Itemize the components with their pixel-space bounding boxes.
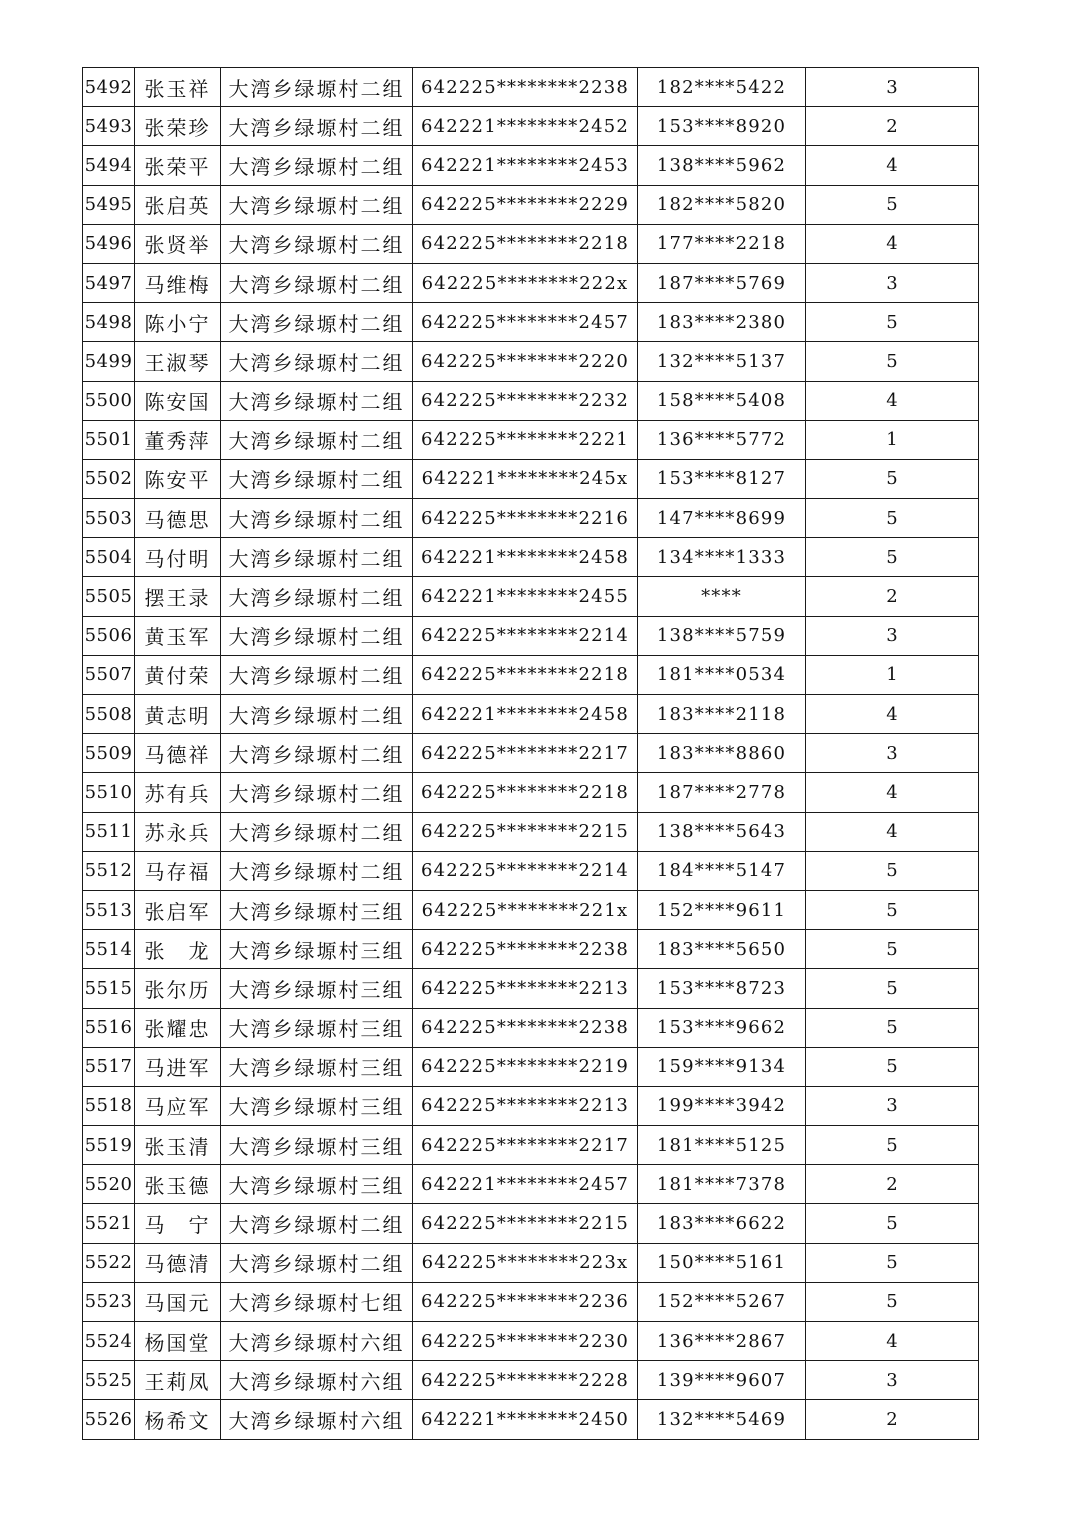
- table-row: [83, 185, 979, 224]
- phone-number-cell: 152****5267: [638, 1282, 806, 1321]
- phone-number-cell: 182****5820: [638, 185, 806, 224]
- household-count-cell: 4: [806, 1322, 979, 1361]
- address-cell: 大湾乡绿塬村三组: [221, 890, 413, 929]
- table-row: [83, 969, 979, 1008]
- row-number-cell: 5517: [83, 1047, 135, 1086]
- row-number-cell: 5522: [83, 1243, 135, 1282]
- household-count-cell: 3: [806, 616, 979, 655]
- household-count-cell: 5: [806, 851, 979, 890]
- phone-number-cell: 153****8127: [638, 459, 806, 498]
- phone-number-cell: 183****2380: [638, 303, 806, 342]
- id-number-cell: 642225********2238: [413, 68, 638, 107]
- id-number-cell: 642221********2450: [413, 1400, 638, 1439]
- row-number-cell: 5492: [83, 68, 135, 107]
- row-number-cell: 5498: [83, 303, 135, 342]
- table-row: [83, 773, 979, 812]
- person-name-cell: 张耀忠: [135, 1008, 221, 1047]
- person-name-cell: 杨希文: [135, 1400, 221, 1439]
- person-name-cell: 马德祥: [135, 734, 221, 773]
- id-number-cell: 642225********2220: [413, 342, 638, 381]
- person-name-cell: 马德思: [135, 499, 221, 538]
- id-number-cell: 642225********2217: [413, 1126, 638, 1165]
- address-cell: 大湾乡绿塬村二组: [221, 146, 413, 185]
- id-number-cell: 642225********2216: [413, 499, 638, 538]
- row-number-cell: 5507: [83, 655, 135, 694]
- address-cell: 大湾乡绿塬村二组: [221, 381, 413, 420]
- table-row: [83, 1243, 979, 1282]
- address-cell: 大湾乡绿塬村二组: [221, 459, 413, 498]
- person-name-cell: 陈安平: [135, 459, 221, 498]
- id-number-cell: 642225********2214: [413, 616, 638, 655]
- id-number-cell: 642225********2218: [413, 655, 638, 694]
- person-name-cell: 张启军: [135, 890, 221, 929]
- address-cell: 大湾乡绿塬村三组: [221, 969, 413, 1008]
- table-row: [83, 695, 979, 734]
- address-cell: 大湾乡绿塬村二组: [221, 263, 413, 302]
- person-name-cell: 王淑琴: [135, 342, 221, 381]
- household-count-cell: 5: [806, 1243, 979, 1282]
- person-name-cell: 马德清: [135, 1243, 221, 1282]
- address-cell: 大湾乡绿塬村二组: [221, 538, 413, 577]
- row-number-cell: 5524: [83, 1322, 135, 1361]
- row-number-cell: 5519: [83, 1126, 135, 1165]
- id-number-cell: 642225********2214: [413, 851, 638, 890]
- person-name-cell: 马付明: [135, 538, 221, 577]
- person-name-cell: 马国元: [135, 1282, 221, 1321]
- person-name-cell: 张 龙: [135, 930, 221, 969]
- id-number-cell: 642225********2215: [413, 1204, 638, 1243]
- phone-number-cell: 138****5759: [638, 616, 806, 655]
- row-number-cell: 5495: [83, 185, 135, 224]
- household-count-cell: 5: [806, 459, 979, 498]
- household-count-cell: 2: [806, 577, 979, 616]
- household-count-cell: 2: [806, 1165, 979, 1204]
- row-number-cell: 5494: [83, 146, 135, 185]
- person-name-cell: 马维梅: [135, 263, 221, 302]
- address-cell: 大湾乡绿塬村二组: [221, 851, 413, 890]
- row-number-cell: 5502: [83, 459, 135, 498]
- household-count-cell: 3: [806, 263, 979, 302]
- phone-number-cell: 183****6622: [638, 1204, 806, 1243]
- id-number-cell: 642225********2219: [413, 1047, 638, 1086]
- row-number-cell: 5510: [83, 773, 135, 812]
- row-number-cell: 5516: [83, 1008, 135, 1047]
- household-count-cell: 5: [806, 969, 979, 1008]
- phone-number-cell: 138****5962: [638, 146, 806, 185]
- phone-number-cell: 132****5469: [638, 1400, 806, 1439]
- phone-number-cell: 134****1333: [638, 538, 806, 577]
- phone-number-cell: 159****9134: [638, 1047, 806, 1086]
- household-count-cell: 4: [806, 146, 979, 185]
- table-row: [83, 381, 979, 420]
- table-row: [83, 1126, 979, 1165]
- id-number-cell: 642225********2213: [413, 969, 638, 1008]
- table-row: [83, 616, 979, 655]
- row-number-cell: 5525: [83, 1361, 135, 1400]
- phone-number-cell: 187****2778: [638, 773, 806, 812]
- household-count-cell: 5: [806, 1126, 979, 1165]
- row-number-cell: 5520: [83, 1165, 135, 1204]
- address-cell: 大湾乡绿塬村三组: [221, 1047, 413, 1086]
- table-row: [83, 303, 979, 342]
- person-name-cell: 黄付荣: [135, 655, 221, 694]
- household-count-cell: 1: [806, 655, 979, 694]
- address-cell: 大湾乡绿塬村二组: [221, 107, 413, 146]
- row-number-cell: 5518: [83, 1086, 135, 1125]
- phone-number-cell: 181****0534: [638, 655, 806, 694]
- id-number-cell: 642225********2230: [413, 1322, 638, 1361]
- household-count-cell: 5: [806, 303, 979, 342]
- person-name-cell: 陈安国: [135, 381, 221, 420]
- phone-number-cell: 184****5147: [638, 851, 806, 890]
- household-count-cell: 5: [806, 342, 979, 381]
- id-number-cell: 642221********2453: [413, 146, 638, 185]
- id-number-cell: 642225********2228: [413, 1361, 638, 1400]
- row-number-cell: 5504: [83, 538, 135, 577]
- table-row: [83, 538, 979, 577]
- household-count-cell: 5: [806, 1282, 979, 1321]
- row-number-cell: 5499: [83, 342, 135, 381]
- household-count-cell: 2: [806, 107, 979, 146]
- household-count-cell: 4: [806, 381, 979, 420]
- row-number-cell: 5496: [83, 224, 135, 263]
- person-name-cell: 苏永兵: [135, 812, 221, 851]
- address-cell: 大湾乡绿塬村二组: [221, 655, 413, 694]
- phone-number-cell: 147****8699: [638, 499, 806, 538]
- address-cell: 大湾乡绿塬村三组: [221, 1126, 413, 1165]
- table-row: [83, 1361, 979, 1400]
- id-number-cell: 642225********2238: [413, 1008, 638, 1047]
- row-number-cell: 5526: [83, 1400, 135, 1439]
- table-row: [83, 812, 979, 851]
- id-number-cell: 642225********223x: [413, 1243, 638, 1282]
- phone-number-cell: 150****5161: [638, 1243, 806, 1282]
- address-cell: 大湾乡绿塬村二组: [221, 420, 413, 459]
- household-count-cell: 5: [806, 499, 979, 538]
- household-count-cell: 4: [806, 773, 979, 812]
- address-cell: 大湾乡绿塬村二组: [221, 303, 413, 342]
- row-number-cell: 5505: [83, 577, 135, 616]
- phone-number-cell: 181****5125: [638, 1126, 806, 1165]
- phone-number-cell: 158****5408: [638, 381, 806, 420]
- address-cell: 大湾乡绿塬村六组: [221, 1361, 413, 1400]
- row-number-cell: 5515: [83, 969, 135, 1008]
- table-row: [83, 655, 979, 694]
- row-number-cell: 5508: [83, 695, 135, 734]
- table-row: [83, 1400, 979, 1439]
- row-number-cell: 5521: [83, 1204, 135, 1243]
- household-count-cell: 3: [806, 1361, 979, 1400]
- address-cell: 大湾乡绿塬村二组: [221, 224, 413, 263]
- table-row: [83, 107, 979, 146]
- person-name-cell: 苏有兵: [135, 773, 221, 812]
- household-count-cell: 3: [806, 734, 979, 773]
- table-row: [83, 734, 979, 773]
- table-row: [83, 420, 979, 459]
- household-count-cell: 2: [806, 1400, 979, 1439]
- person-name-cell: 陈小宁: [135, 303, 221, 342]
- household-count-cell: 4: [806, 224, 979, 263]
- id-number-cell: 642221********245x: [413, 459, 638, 498]
- id-number-cell: 642225********2218: [413, 773, 638, 812]
- address-cell: 大湾乡绿塬村二组: [221, 1204, 413, 1243]
- id-number-cell: 642221********2458: [413, 538, 638, 577]
- person-name-cell: 张玉祥: [135, 68, 221, 107]
- address-cell: 大湾乡绿塬村三组: [221, 1086, 413, 1125]
- address-cell: 大湾乡绿塬村三组: [221, 1008, 413, 1047]
- address-cell: 大湾乡绿塬村二组: [221, 773, 413, 812]
- row-number-cell: 5493: [83, 107, 135, 146]
- phone-number-cell: ****: [638, 577, 806, 616]
- phone-number-cell: 153****8723: [638, 969, 806, 1008]
- table-row: [83, 1282, 979, 1321]
- phone-number-cell: 187****5769: [638, 263, 806, 302]
- household-count-cell: 5: [806, 930, 979, 969]
- id-number-cell: 642225********2221: [413, 420, 638, 459]
- table-row: [83, 1204, 979, 1243]
- person-name-cell: 黄玉军: [135, 616, 221, 655]
- table-row: [83, 577, 979, 616]
- table-row: [83, 1322, 979, 1361]
- row-number-cell: 5512: [83, 851, 135, 890]
- id-number-cell: 642225********2215: [413, 812, 638, 851]
- person-name-cell: 马进军: [135, 1047, 221, 1086]
- id-number-cell: 642221********2457: [413, 1165, 638, 1204]
- row-number-cell: 5500: [83, 381, 135, 420]
- person-name-cell: 黄志明: [135, 695, 221, 734]
- records-table-body: [83, 68, 979, 1440]
- phone-number-cell: 153****9662: [638, 1008, 806, 1047]
- address-cell: 大湾乡绿塬村二组: [221, 577, 413, 616]
- phone-number-cell: 183****5650: [638, 930, 806, 969]
- household-count-cell: 5: [806, 1008, 979, 1047]
- address-cell: 大湾乡绿塬村三组: [221, 1165, 413, 1204]
- household-count-cell: 1: [806, 420, 979, 459]
- table-row: [83, 263, 979, 302]
- person-name-cell: 张贤举: [135, 224, 221, 263]
- id-number-cell: 642221********2458: [413, 695, 638, 734]
- id-number-cell: 642225********2457: [413, 303, 638, 342]
- row-number-cell: 5511: [83, 812, 135, 851]
- table-row: [83, 146, 979, 185]
- row-number-cell: 5506: [83, 616, 135, 655]
- address-cell: 大湾乡绿塬村二组: [221, 616, 413, 655]
- address-cell: 大湾乡绿塬村二组: [221, 1243, 413, 1282]
- id-number-cell: 642221********2452: [413, 107, 638, 146]
- id-number-cell: 642225********2232: [413, 381, 638, 420]
- table-row: [83, 499, 979, 538]
- table-row: [83, 1008, 979, 1047]
- person-name-cell: 张启英: [135, 185, 221, 224]
- address-cell: 大湾乡绿塬村六组: [221, 1322, 413, 1361]
- household-count-cell: 4: [806, 812, 979, 851]
- address-cell: 大湾乡绿塬村二组: [221, 734, 413, 773]
- person-name-cell: 杨国堂: [135, 1322, 221, 1361]
- household-count-cell: 5: [806, 890, 979, 929]
- person-name-cell: 张尔历: [135, 969, 221, 1008]
- id-number-cell: 642221********2455: [413, 577, 638, 616]
- id-number-cell: 642225********2236: [413, 1282, 638, 1321]
- id-number-cell: 642225********2238: [413, 930, 638, 969]
- address-cell: 大湾乡绿塬村二组: [221, 185, 413, 224]
- person-name-cell: 马应军: [135, 1086, 221, 1125]
- id-number-cell: 642225********2229: [413, 185, 638, 224]
- row-number-cell: 5509: [83, 734, 135, 773]
- household-count-cell: 5: [806, 538, 979, 577]
- phone-number-cell: 136****5772: [638, 420, 806, 459]
- person-name-cell: 马存福: [135, 851, 221, 890]
- table-row: [83, 1047, 979, 1086]
- phone-number-cell: 199****3942: [638, 1086, 806, 1125]
- table-row: [83, 851, 979, 890]
- id-number-cell: 642225********222x: [413, 263, 638, 302]
- address-cell: 大湾乡绿塬村六组: [221, 1400, 413, 1439]
- table-row: [83, 68, 979, 107]
- phone-number-cell: 138****5643: [638, 812, 806, 851]
- address-cell: 大湾乡绿塬村三组: [221, 930, 413, 969]
- household-count-cell: 3: [806, 1086, 979, 1125]
- table-row: [83, 890, 979, 929]
- household-count-cell: 3: [806, 68, 979, 107]
- phone-number-cell: 132****5137: [638, 342, 806, 381]
- address-cell: 大湾乡绿塬村二组: [221, 812, 413, 851]
- records-table: [82, 67, 979, 1440]
- table-row: [83, 459, 979, 498]
- id-number-cell: 642225********2213: [413, 1086, 638, 1125]
- row-number-cell: 5514: [83, 930, 135, 969]
- id-number-cell: 642225********2218: [413, 224, 638, 263]
- address-cell: 大湾乡绿塬村七组: [221, 1282, 413, 1321]
- household-count-cell: 5: [806, 185, 979, 224]
- person-name-cell: 张荣平: [135, 146, 221, 185]
- phone-number-cell: 183****2118: [638, 695, 806, 734]
- household-count-cell: 5: [806, 1047, 979, 1086]
- person-name-cell: 马 宁: [135, 1204, 221, 1243]
- phone-number-cell: 182****5422: [638, 68, 806, 107]
- phone-number-cell: 153****8920: [638, 107, 806, 146]
- row-number-cell: 5501: [83, 420, 135, 459]
- table-row: [83, 1086, 979, 1125]
- person-name-cell: 张荣珍: [135, 107, 221, 146]
- address-cell: 大湾乡绿塬村二组: [221, 695, 413, 734]
- phone-number-cell: 183****8860: [638, 734, 806, 773]
- phone-number-cell: 139****9607: [638, 1361, 806, 1400]
- address-cell: 大湾乡绿塬村二组: [221, 68, 413, 107]
- address-cell: 大湾乡绿塬村二组: [221, 342, 413, 381]
- table-row: [83, 1165, 979, 1204]
- address-cell: 大湾乡绿塬村二组: [221, 499, 413, 538]
- phone-number-cell: 177****2218: [638, 224, 806, 263]
- household-count-cell: 5: [806, 1204, 979, 1243]
- person-name-cell: 董秀萍: [135, 420, 221, 459]
- person-name-cell: 张玉德: [135, 1165, 221, 1204]
- phone-number-cell: 181****7378: [638, 1165, 806, 1204]
- row-number-cell: 5497: [83, 263, 135, 302]
- id-number-cell: 642225********2217: [413, 734, 638, 773]
- table-row: [83, 342, 979, 381]
- table-row: [83, 930, 979, 969]
- phone-number-cell: 152****9611: [638, 890, 806, 929]
- person-name-cell: 摆王录: [135, 577, 221, 616]
- id-number-cell: 642225********221x: [413, 890, 638, 929]
- household-count-cell: 4: [806, 695, 979, 734]
- person-name-cell: 张玉清: [135, 1126, 221, 1165]
- table-row: [83, 224, 979, 263]
- row-number-cell: 5523: [83, 1282, 135, 1321]
- phone-number-cell: 136****2867: [638, 1322, 806, 1361]
- row-number-cell: 5513: [83, 890, 135, 929]
- row-number-cell: 5503: [83, 499, 135, 538]
- person-name-cell: 王莉凤: [135, 1361, 221, 1400]
